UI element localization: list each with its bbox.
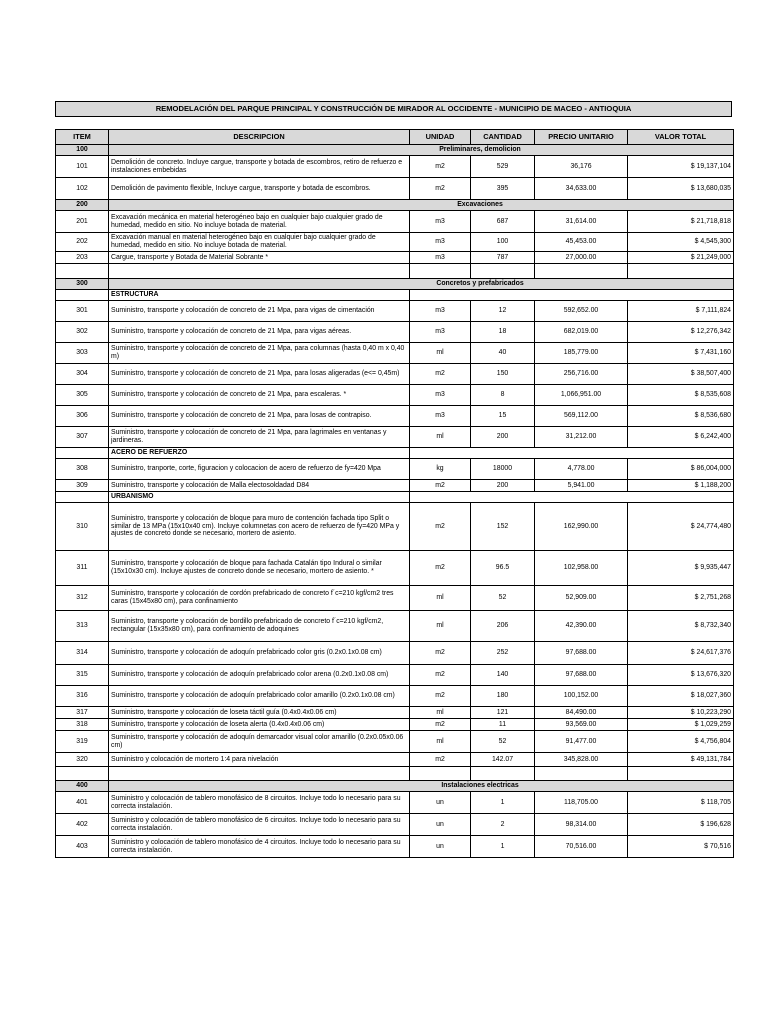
item-quantity: 8 xyxy=(471,385,535,406)
section-title: Instalaciones electricas xyxy=(109,781,734,792)
item-unit-price: 98,314.00 xyxy=(535,814,628,836)
item-quantity: 2 xyxy=(471,814,535,836)
item-description: Suministro, transporte y colocación de cordón prefabricado de concreto f´c=210 kgf/cm2 tres caras (15x45x80 cm), para confinamiento xyxy=(109,586,410,611)
header-unit: UNIDAD xyxy=(410,130,471,145)
item-unit-price: 4,778.00 xyxy=(535,459,628,480)
item-unit: m2 xyxy=(410,156,471,178)
section-number: 300 xyxy=(56,279,109,290)
item-total-value: $ 10,223,290 xyxy=(628,707,734,719)
item-quantity: 15 xyxy=(471,406,535,427)
item-number: 311 xyxy=(56,551,109,586)
item-number: 315 xyxy=(56,665,109,686)
item-number: 305 xyxy=(56,385,109,406)
item-description: Suministro, transporte y colocación de loseta táctil guía (0.4x0.4x0.06 cm) xyxy=(109,707,410,719)
item-quantity: 150 xyxy=(471,364,535,385)
item-quantity: 180 xyxy=(471,686,535,707)
item-description: Suministro, transporte y colocación de concreto de 21 Mpa, para vigas aéreas. xyxy=(109,322,410,343)
item-unit-price: 31,212.00 xyxy=(535,427,628,448)
item-total-value: $ 86,004,000 xyxy=(628,459,734,480)
section-title: Concretos y prefabricados xyxy=(109,279,734,290)
item-number: 309 xyxy=(56,480,109,492)
item-description: Excavación manual en material heterogéneo bajo en cualquier bajo cualquier grado de humedad, medido en sitio. No incluye botada de material. xyxy=(109,233,410,252)
item-quantity: 121 xyxy=(471,707,535,719)
item-number: 316 xyxy=(56,686,109,707)
item-number: 302 xyxy=(56,322,109,343)
table-row xyxy=(56,480,734,492)
item-description: Suministro, transporte y colocación de adoquín demarcador visual color amarillo (0.2x0.05x0.06 cm) xyxy=(109,731,410,753)
item-quantity: 200 xyxy=(471,480,535,492)
item-number: 304 xyxy=(56,364,109,385)
item-unit: kg xyxy=(410,459,471,480)
section-row xyxy=(56,279,734,290)
item-description: Suministro y colocación de tablero monofásico de 4 circuitos. Incluye todo lo necesario para su correcta instalación. xyxy=(109,836,410,858)
item-description: Suministro, transporte y colocación de concreto de 21 Mpa, para losas de contrapiso. xyxy=(109,406,410,427)
item-total-value: $ 118,705 xyxy=(628,792,734,814)
item-unit: ml xyxy=(410,427,471,448)
item-number: 314 xyxy=(56,642,109,665)
section-row xyxy=(56,781,734,792)
item-unit: m3 xyxy=(410,211,471,233)
table-row xyxy=(56,343,734,364)
item-description: Suministro y colocación de tablero monofásico de 6 circuitos. Incluye todo lo necesario para su correcta instalación. xyxy=(109,814,410,836)
item-unit: m3 xyxy=(410,233,471,252)
item-unit-price: 102,958.00 xyxy=(535,551,628,586)
item-total-value: $ 1,188,200 xyxy=(628,480,734,492)
blank-cell xyxy=(628,767,734,781)
blank-cell xyxy=(109,264,410,279)
item-quantity: 40 xyxy=(471,343,535,364)
item-total-value: $ 2,751,268 xyxy=(628,586,734,611)
item-quantity: 52 xyxy=(471,586,535,611)
item-description: Suministro, transporte y colocación de concreto de 21 Mpa, para lagrimales en ventanas y jardineras. xyxy=(109,427,410,448)
item-description: Suministro, transporte y colocación de adoquín prefabricado color amarillo (0.2x0.1x0.08 cm) xyxy=(109,686,410,707)
blank-cell xyxy=(410,767,471,781)
subsection-spacer xyxy=(56,492,109,503)
blank-cell xyxy=(56,767,109,781)
item-unit: m2 xyxy=(410,753,471,767)
item-quantity: 1 xyxy=(471,836,535,858)
item-quantity: 52 xyxy=(471,731,535,753)
table-row xyxy=(56,503,734,551)
item-description: Suministro y colocación de tablero monofásico de 8 circuitos. Incluye todo lo necesario para su correcta instalación. xyxy=(109,792,410,814)
item-unit-price: 5,941.00 xyxy=(535,480,628,492)
item-total-value: $ 8,536,680 xyxy=(628,406,734,427)
item-description: Suministro, tranporte, corte, figuracion y colocacion de acero de refuerzo de fy=420 Mpa xyxy=(109,459,410,480)
blank-cell xyxy=(471,767,535,781)
item-number: 313 xyxy=(56,611,109,642)
item-quantity: 529 xyxy=(471,156,535,178)
item-total-value: $ 24,617,376 xyxy=(628,642,734,665)
item-number: 301 xyxy=(56,301,109,322)
item-unit: m2 xyxy=(410,503,471,551)
blank-cell xyxy=(410,264,471,279)
item-unit: m2 xyxy=(410,480,471,492)
table-row xyxy=(56,385,734,406)
item-number: 203 xyxy=(56,252,109,264)
item-number: 310 xyxy=(56,503,109,551)
item-total-value: $ 13,680,035 xyxy=(628,178,734,200)
item-number: 202 xyxy=(56,233,109,252)
item-total-value: $ 7,111,824 xyxy=(628,301,734,322)
table-row xyxy=(56,731,734,753)
item-unit-price: 27,000.00 xyxy=(535,252,628,264)
table-row xyxy=(56,719,734,731)
item-number: 303 xyxy=(56,343,109,364)
item-quantity: 12 xyxy=(471,301,535,322)
item-quantity: 100 xyxy=(471,233,535,252)
item-description: Suministro, transporte y colocación de bordillo prefabricado de concreto f´c=210 kgf/cm2, rectangular (15x35x80 cm), para confinamiento de adoquines xyxy=(109,611,410,642)
item-unit: m3 xyxy=(410,252,471,264)
subsection-title: ACERO DE REFUERZO xyxy=(109,448,410,459)
section-title: Excavaciones xyxy=(109,200,734,211)
item-unit-price: 97,688.00 xyxy=(535,665,628,686)
item-quantity: 18000 xyxy=(471,459,535,480)
item-unit-price: 97,688.00 xyxy=(535,642,628,665)
table-row xyxy=(56,792,734,814)
item-number: 401 xyxy=(56,792,109,814)
item-total-value: $ 13,676,320 xyxy=(628,665,734,686)
table-row xyxy=(56,753,734,767)
item-total-value: $ 8,732,340 xyxy=(628,611,734,642)
item-description: Demolición de concreto. Incluye cargue, transporte y botada de escombros, retiro de refuerzo e instalaciones embebidas xyxy=(109,156,410,178)
item-description: Suministro y colocación de mortero 1:4 para nivelación xyxy=(109,753,410,767)
subsection-title: ESTRUCTURA xyxy=(109,290,410,301)
item-total-value: $ 9,935,447 xyxy=(628,551,734,586)
section-number: 100 xyxy=(56,145,109,156)
item-unit: m2 xyxy=(410,551,471,586)
header-unit-price: PRECIO UNITARIO xyxy=(535,130,628,145)
item-unit: un xyxy=(410,836,471,858)
item-unit: ml xyxy=(410,707,471,719)
item-number: 320 xyxy=(56,753,109,767)
subsection-spacer xyxy=(56,290,109,301)
table-row xyxy=(56,586,734,611)
item-number: 102 xyxy=(56,178,109,200)
table-row xyxy=(56,233,734,252)
item-unit: m2 xyxy=(410,364,471,385)
table-row xyxy=(56,551,734,586)
item-number: 317 xyxy=(56,707,109,719)
item-unit-price: 93,569.00 xyxy=(535,719,628,731)
item-description: Suministro, transporte y colocación de adoquín prefabricado color arena (0.2x0.1x0.08 cm) xyxy=(109,665,410,686)
table-row xyxy=(56,178,734,200)
item-number: 101 xyxy=(56,156,109,178)
table-header-row xyxy=(56,130,734,145)
item-quantity: 142.07 xyxy=(471,753,535,767)
table-row xyxy=(56,665,734,686)
item-number: 402 xyxy=(56,814,109,836)
item-total-value: $ 196,628 xyxy=(628,814,734,836)
item-total-value: $ 38,507,400 xyxy=(628,364,734,385)
item-quantity: 18 xyxy=(471,322,535,343)
item-unit: un xyxy=(410,814,471,836)
header-item: ITEM xyxy=(56,130,109,145)
blank-cell xyxy=(471,264,535,279)
table-row xyxy=(56,322,734,343)
section-row xyxy=(56,200,734,211)
item-quantity: 140 xyxy=(471,665,535,686)
item-description: Suministro, transporte y colocación de adoquín prefabricado color gris (0.2x0.1x0.08 cm) xyxy=(109,642,410,665)
item-quantity: 252 xyxy=(471,642,535,665)
item-unit-price: 345,828.00 xyxy=(535,753,628,767)
section-number: 200 xyxy=(56,200,109,211)
item-quantity: 96.5 xyxy=(471,551,535,586)
item-total-value: $ 21,249,000 xyxy=(628,252,734,264)
subsection-row xyxy=(56,492,734,503)
item-total-value: $ 70,516 xyxy=(628,836,734,858)
item-total-value: $ 18,027,360 xyxy=(628,686,734,707)
table-row xyxy=(56,301,734,322)
item-unit: m3 xyxy=(410,322,471,343)
table-row xyxy=(56,459,734,480)
table-row xyxy=(56,611,734,642)
subsection-spacer xyxy=(410,290,734,301)
item-unit: ml xyxy=(410,731,471,753)
item-description: Suministro, transporte y colocación de Malla electosoldadad D84 xyxy=(109,480,410,492)
table-row xyxy=(56,211,734,233)
table-row xyxy=(56,406,734,427)
item-unit-price: 185,779.00 xyxy=(535,343,628,364)
item-unit-price: 162,990.00 xyxy=(535,503,628,551)
item-quantity: 200 xyxy=(471,427,535,448)
item-description: Suministro, transporte y colocación de bloque para fachada Catalán tipo Indural o similar (15x10x30 cm). Incluye ajustes de concreto donde se necesario, mortero de asiento. * xyxy=(109,551,410,586)
table-row xyxy=(56,427,734,448)
table-row xyxy=(56,156,734,178)
blank-row xyxy=(56,264,734,279)
table-row xyxy=(56,686,734,707)
item-quantity: 206 xyxy=(471,611,535,642)
subsection-spacer xyxy=(56,448,109,459)
item-total-value: $ 8,535,608 xyxy=(628,385,734,406)
section-row xyxy=(56,145,734,156)
item-unit: un xyxy=(410,792,471,814)
item-unit: m3 xyxy=(410,301,471,322)
table-row xyxy=(56,252,734,264)
item-quantity: 687 xyxy=(471,211,535,233)
item-number: 312 xyxy=(56,586,109,611)
table-row xyxy=(56,836,734,858)
item-description: Suministro, transporte y colocación de concreto de 21 Mpa, para escaleras. * xyxy=(109,385,410,406)
item-quantity: 11 xyxy=(471,719,535,731)
item-number: 318 xyxy=(56,719,109,731)
item-total-value: $ 21,718,818 xyxy=(628,211,734,233)
item-unit: ml xyxy=(410,611,471,642)
item-unit-price: 100,152.00 xyxy=(535,686,628,707)
item-unit: ml xyxy=(410,586,471,611)
subsection-row xyxy=(56,290,734,301)
item-unit-price: 256,716.00 xyxy=(535,364,628,385)
item-unit-price: 52,909.00 xyxy=(535,586,628,611)
document-title: REMODELACIÓN DEL PARQUE PRINCIPAL Y CONSTRUCCIÓN DE MIRADOR AL OCCIDENTE - MUNICIPIO DE MACEO - ANTIOQUIA xyxy=(55,101,732,117)
blank-cell xyxy=(628,264,734,279)
item-total-value: $ 24,774,480 xyxy=(628,503,734,551)
item-unit-price: 1,066,951.00 xyxy=(535,385,628,406)
item-number: 319 xyxy=(56,731,109,753)
item-unit-price: 45,453.00 xyxy=(535,233,628,252)
item-unit-price: 118,705.00 xyxy=(535,792,628,814)
budget-table xyxy=(55,129,734,858)
header-total-value: VALOR TOTAL xyxy=(628,130,734,145)
item-unit-price: 34,633.00 xyxy=(535,178,628,200)
blank-row xyxy=(56,767,734,781)
item-unit-price: 31,614.00 xyxy=(535,211,628,233)
item-description: Demolición de pavimento flexible, Incluye cargue, transporte y botada de escombros. xyxy=(109,178,410,200)
item-unit-price: 70,516.00 xyxy=(535,836,628,858)
item-unit: m2 xyxy=(410,665,471,686)
item-unit-price: 36,176 xyxy=(535,156,628,178)
item-description: Excavación mecánica en material heterogéneo bajo en cualquier bajo cualquier grado de humedad, medido en sitio. No incluye botada de material. xyxy=(109,211,410,233)
item-unit: m2 xyxy=(410,686,471,707)
blank-cell xyxy=(535,767,628,781)
item-unit: m3 xyxy=(410,406,471,427)
item-description: Suministro, transporte y colocación de concreto de 21 Mpa, para columnas (hasta 0,40 m x 0,40 m) xyxy=(109,343,410,364)
item-description: Suministro, transporte y colocación de concreto de 21 Mpa, para losas aligeradas (e<= 0,45m) xyxy=(109,364,410,385)
item-total-value: $ 19,137,104 xyxy=(628,156,734,178)
item-description: Cargue, transporte y Botada de Material Sobrante * xyxy=(109,252,410,264)
table-body xyxy=(56,145,734,858)
item-total-value: $ 49,131,784 xyxy=(628,753,734,767)
subsection-title: URBANISMO xyxy=(109,492,410,503)
item-unit-price: 569,112.00 xyxy=(535,406,628,427)
item-total-value: $ 1,029,259 xyxy=(628,719,734,731)
item-description: Suministro, transporte y colocación de loseta alerta (0.4x0.4x0.06 cm) xyxy=(109,719,410,731)
blank-cell xyxy=(109,767,410,781)
item-total-value: $ 7,431,160 xyxy=(628,343,734,364)
item-description: Suministro, transporte y colocación de bloque para muro de contención fachada tipo Split o similar de 13 MPa (15x10x40 cm). Incluye columnetas con acero de refuerzo de fy=420 MPa y ajustes de concreto donde se necesario, mortero de asiento. xyxy=(109,503,410,551)
item-quantity: 787 xyxy=(471,252,535,264)
item-unit: m3 xyxy=(410,385,471,406)
item-number: 307 xyxy=(56,427,109,448)
item-unit-price: 592,652.00 xyxy=(535,301,628,322)
item-quantity: 395 xyxy=(471,178,535,200)
item-unit-price: 84,490.00 xyxy=(535,707,628,719)
item-unit-price: 42,390.00 xyxy=(535,611,628,642)
blank-cell xyxy=(535,264,628,279)
table-row xyxy=(56,364,734,385)
item-unit: m2 xyxy=(410,719,471,731)
item-unit-price: 91,477.00 xyxy=(535,731,628,753)
table-row xyxy=(56,707,734,719)
subsection-row xyxy=(56,448,734,459)
item-total-value: $ 4,756,804 xyxy=(628,731,734,753)
item-description: Suministro, transporte y colocación de concreto de 21 Mpa, para vigas de cimentación xyxy=(109,301,410,322)
item-number: 201 xyxy=(56,211,109,233)
item-unit: m2 xyxy=(410,642,471,665)
item-number: 403 xyxy=(56,836,109,858)
item-total-value: $ 6,242,400 xyxy=(628,427,734,448)
section-title: Preliminares, demolicion xyxy=(109,145,734,156)
header-quantity: CANTIDAD xyxy=(471,130,535,145)
subsection-spacer xyxy=(410,448,734,459)
blank-cell xyxy=(56,264,109,279)
section-number: 400 xyxy=(56,781,109,792)
item-quantity: 152 xyxy=(471,503,535,551)
item-number: 306 xyxy=(56,406,109,427)
subsection-spacer xyxy=(410,492,734,503)
item-unit: m2 xyxy=(410,178,471,200)
item-unit: ml xyxy=(410,343,471,364)
item-number: 308 xyxy=(56,459,109,480)
table-row xyxy=(56,814,734,836)
item-total-value: $ 4,545,300 xyxy=(628,233,734,252)
header-description: DESCRIPCION xyxy=(109,130,410,145)
table-row xyxy=(56,642,734,665)
item-unit-price: 682,019.00 xyxy=(535,322,628,343)
item-quantity: 1 xyxy=(471,792,535,814)
item-total-value: $ 12,276,342 xyxy=(628,322,734,343)
